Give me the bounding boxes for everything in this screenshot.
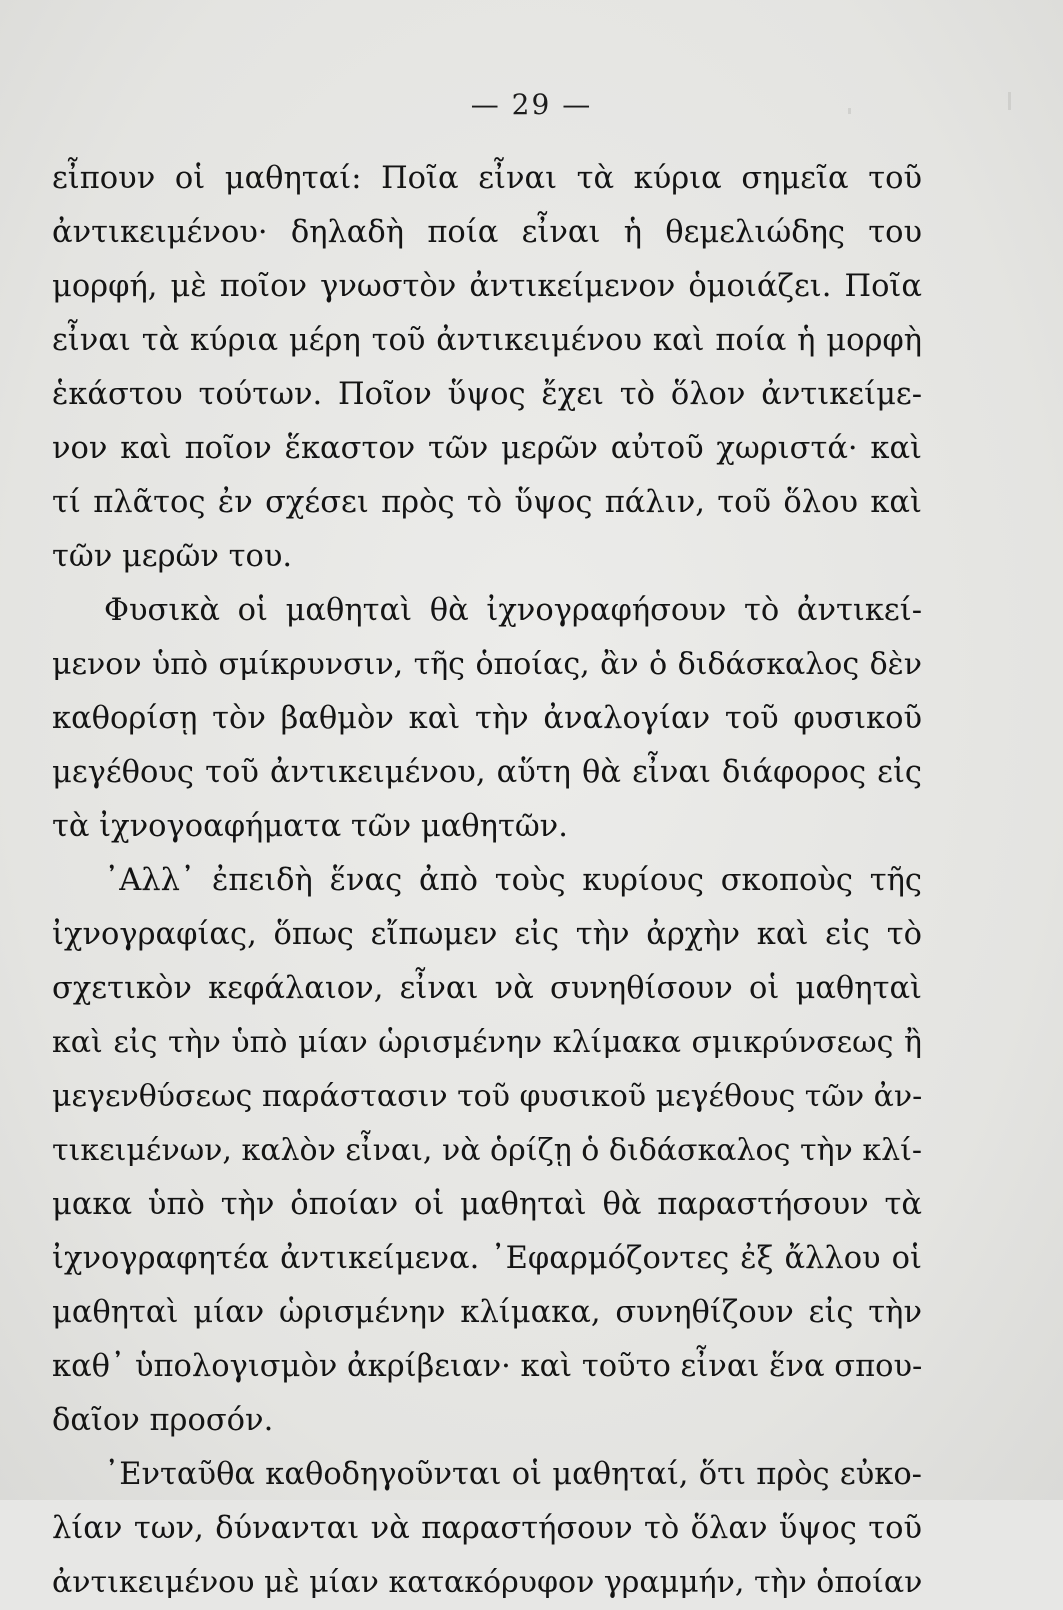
page-number: — 29 — bbox=[470, 88, 593, 121]
paper-mark bbox=[1008, 92, 1011, 110]
text-line: δαῖον προσόν. bbox=[52, 1403, 274, 1438]
paper-mark bbox=[848, 108, 851, 114]
text-line: καὶ εἰς τὴν ὑπὸ μίαν ὡρισμένην κλίμακα σμικρύνσεως ἢ bbox=[52, 1025, 922, 1060]
text-line: λίαν των, δύνανται νὰ παραστήσουν τὸ ὅλαν ὕψος τοῦ bbox=[52, 1511, 922, 1546]
text-line: εἶναι τὰ κύρια μέρη τοῦ ἀντικειμένου καὶ ποία ἡ μορφὴ bbox=[52, 323, 922, 358]
body-text bbox=[52, 152, 922, 1610]
text-line: καθ᾿ ὑπολογισμὸν ἀκρίβειαν· καὶ τοῦτο εἶναι ἕνα σπου- bbox=[52, 1349, 922, 1384]
text-line: μεγενθύσεως παράστασιν τοῦ φυσικοῦ μεγέθους τῶν ἀν- bbox=[52, 1079, 922, 1114]
paragraph-first-line: Φυσικὰ οἱ μαθηταὶ θὰ ἰχνογραφήσουν τὸ ἀντικεί- bbox=[104, 593, 922, 628]
text-line: μαθηταὶ μίαν ὡρισμένην κλίμακα, συνηθίζουν εἰς τὴν bbox=[52, 1295, 922, 1330]
text-line: μορφή, μὲ ποῖον γνωστὸν ἀντικείμενον ὁμοιάζει. Ποῖα bbox=[52, 269, 922, 304]
text-line: καθορίσῃ τὸν βαθμὸν καὶ τὴν ἀναλογίαν τοῦ φυσικοῦ bbox=[52, 701, 922, 736]
text-line: ἀντικειμένου· δηλαδὴ ποία εἶναι ἡ θεμελιώδης του bbox=[52, 215, 922, 250]
text-line: ἰχνογραφίας, ὅπως εἴπωμεν εἰς τὴν ἀρχὴν καὶ εἰς τὸ bbox=[52, 917, 922, 952]
text-line: τικειμένων, καλὸν εἶναι, νὰ ὁρίζῃ ὁ διδάσκαλος τὴν κλί- bbox=[52, 1133, 922, 1168]
text-line: σχετικὸν κεφάλαιον, εἶναι νὰ συνηθίσουν οἱ μαθηταὶ bbox=[52, 971, 922, 1006]
paragraph-first-line: ᾿Αλλ᾿ ἐπειδὴ ἕνας ἀπὸ τοὺς κυρίους σκοποὺς τῆς bbox=[104, 863, 922, 898]
text-line: τί πλᾶτος ἐν σχέσει πρὸς τὸ ὕψος πάλιν, τοῦ ὅλου καὶ bbox=[52, 485, 922, 520]
text-line: ἀντικειμένου μὲ μίαν κατακόρυφον γραμμήν, τὴν ὁποίαν bbox=[52, 1565, 922, 1600]
text-line: ἑκάστου τούτων. Ποῖον ὕψος ἔχει τὸ ὅλον ἀντικείμε- bbox=[52, 377, 922, 412]
text-line: ἰχνογραφητέα ἀντικείμενα. ᾿Εφαρμόζοντες ἐξ ἄλλου οἱ bbox=[52, 1241, 922, 1276]
paragraph-first-line: ᾿Ενταῦθα καθοδηγοῦνται οἱ μαθηταί, ὅτι πρὸς εὐκο- bbox=[104, 1457, 922, 1492]
text-line: μεγέθους τοῦ ἀντικειμένου, αὕτη θὰ εἶναι διάφορος εἰς bbox=[52, 755, 922, 790]
text-line: τῶν μερῶν του. bbox=[52, 539, 293, 574]
text-line: μενον ὑπὸ σμίκρυνσιν, τῆς ὁποίας, ἂν ὁ διδάσκαλος δὲν bbox=[52, 647, 922, 682]
text-line: μακα ὑπὸ τὴν ὁποίαν οἱ μαθηταὶ θὰ παραστήσουν τὰ bbox=[52, 1187, 922, 1222]
text-line: τὰ ἰχνογοαφήματα τῶν μαθητῶν. bbox=[52, 809, 568, 844]
text-line: νον καὶ ποῖον ἕκαστον τῶν μερῶν αὐτοῦ χωριστά· καὶ bbox=[52, 431, 922, 466]
text-line: εἶπουν οἱ μαθηταί: Ποῖα εἶναι τὰ κύρια σημεῖα τοῦ bbox=[52, 161, 922, 196]
